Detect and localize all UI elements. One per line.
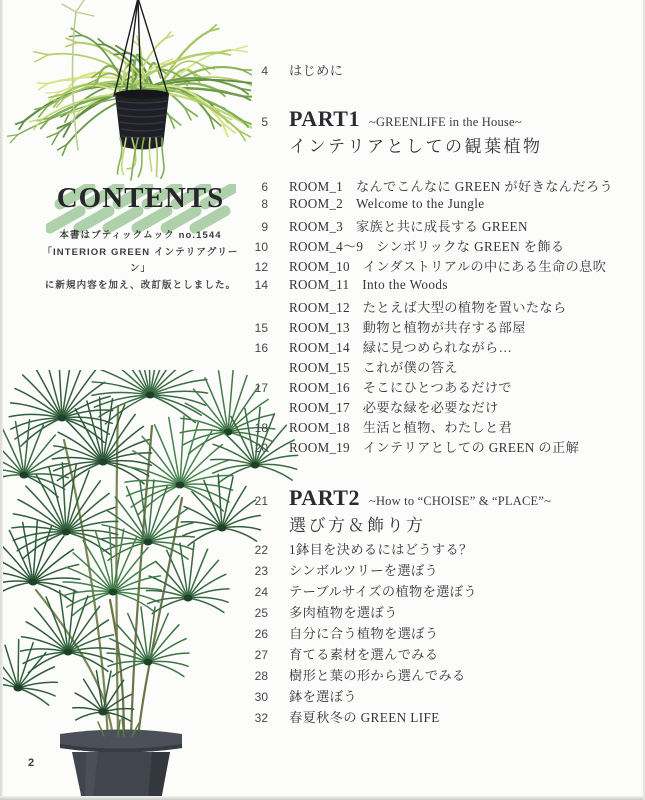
- section-title: シンボルツリーを選ぼう: [289, 563, 439, 579]
- room-title: たとえば大型の植物を置いたなら: [362, 299, 567, 315]
- room-code: ROOM_15: [289, 359, 350, 375]
- section-title: 春夏秋冬の GREEN LIFE: [289, 709, 440, 725]
- room-title: 動物と植物が共存する部屋: [362, 319, 526, 335]
- toc-page-number: 30: [254, 689, 268, 704]
- toc-page-number: 28: [254, 668, 268, 683]
- contents-header: [38, 182, 243, 294]
- toc-row: [236, 686, 636, 707]
- room-title: インダストリアルの中にある生命の息吹: [362, 259, 607, 275]
- toc-row: [236, 560, 636, 581]
- toc-page-number: 17: [254, 381, 268, 396]
- part2-heading: [236, 485, 636, 535]
- toc-page-number: 10: [254, 240, 268, 255]
- part1-subtitle-en: ~GREENLIFE in the House~: [368, 115, 522, 130]
- toc-page-number: 14: [254, 277, 268, 292]
- room-title: そこにひとつあるだけで: [362, 380, 512, 396]
- part1-title: PART1: [289, 106, 360, 132]
- room-title: Welcome to the Jungle: [355, 196, 485, 212]
- toc-page-number: 26: [254, 626, 268, 641]
- part1-subtitle-jp: インテリアとしての観葉植物: [289, 137, 543, 157]
- toc-row: [236, 216, 636, 236]
- toc-row: [236, 176, 636, 196]
- toc-page-number: 8: [261, 197, 268, 212]
- toc-row: [236, 196, 636, 216]
- toc-row: [236, 277, 636, 297]
- room-code: ROOM_19: [289, 440, 350, 456]
- toc-row: [236, 665, 636, 686]
- room-code: ROOM_4～9: [289, 239, 364, 255]
- page-edge-bottom: [0, 796, 645, 800]
- room-code: ROOM_16: [289, 380, 350, 396]
- room-code: ROOM_13: [289, 319, 350, 335]
- toc-page-number: 24: [254, 585, 268, 600]
- toc-page-number: 20: [254, 441, 268, 456]
- hanging-rhipsalis-plant-photo: [0, 0, 252, 186]
- toc-row: [236, 539, 636, 560]
- toc-intro-label: はじめに: [289, 63, 344, 78]
- room-code: ROOM_17: [289, 400, 350, 416]
- room-title: 家族と共に成長する GREEN: [355, 219, 528, 235]
- toc-intro-row: [236, 60, 636, 80]
- room-code: ROOM_14: [289, 339, 350, 355]
- toc-row: [236, 357, 636, 377]
- toc-row: [236, 337, 636, 357]
- room-title: 必要な緑を必要なだけ: [362, 400, 499, 416]
- toc-page-number: 22: [254, 543, 268, 558]
- room-code: ROOM_2: [289, 196, 343, 212]
- room-code: ROOM_1: [289, 179, 343, 195]
- section-title: 1鉢目を決めるにはどうする？: [289, 542, 473, 558]
- part1-heading: [236, 106, 636, 156]
- room-code: ROOM_12: [289, 299, 350, 315]
- section-title: 自分に合う植物を選ぼう: [289, 625, 439, 641]
- toc-page-number: 16: [254, 340, 268, 355]
- page-number: 2: [28, 757, 35, 769]
- toc-row: [236, 581, 636, 602]
- part2-title: PART2: [289, 485, 360, 511]
- toc-row: [236, 644, 636, 665]
- part2-item-list: [236, 539, 636, 727]
- page-edge-left: [0, 0, 3, 800]
- section-title: 育てる素材を選んでみる: [289, 646, 439, 662]
- part2-subtitle-en: ~How to “CHOISE” & “PLACE”~: [368, 494, 552, 509]
- section-title: 鉢を選ぼう: [289, 688, 357, 704]
- toc-row: [236, 417, 636, 437]
- contents-note-line: 「INTERIOR GREEN インテリアグリーン」: [42, 246, 239, 274]
- toc-row: [236, 317, 636, 337]
- toc-page-number: 4: [261, 64, 268, 78]
- toc-row: [236, 377, 636, 397]
- room-title: なんでこんなに GREEN が好きなんだろう: [355, 179, 614, 195]
- room-title: インテリアとしての GREEN の正解: [362, 440, 580, 456]
- toc-row: [236, 297, 636, 317]
- toc-page-number: 6: [261, 180, 268, 195]
- section-title: 多肉植物を選ぼう: [289, 605, 398, 621]
- room-code: ROOM_10: [289, 259, 350, 275]
- section-title: 樹形と葉の形から選んでみる: [289, 667, 466, 683]
- toc-page-number: 21: [254, 494, 268, 509]
- toc-row: [236, 236, 636, 256]
- part1-room-list: [236, 176, 636, 457]
- toc-page-number: 25: [254, 606, 268, 621]
- toc-page-number: 23: [254, 564, 268, 579]
- room-code: ROOM_18: [289, 420, 350, 436]
- toc-page-number: 18: [254, 421, 268, 436]
- part2-subtitle-jp: 選び方＆飾り方: [289, 516, 426, 536]
- contents-note-line: 本書はブティックムック no.1544: [59, 230, 222, 241]
- contents-note-line: に新規内容を加え、改訂版としました。: [44, 279, 237, 291]
- section-title: テーブルサイズの植物を選ぼう: [289, 584, 477, 600]
- room-title: Into the Woods: [362, 276, 448, 292]
- toc-page-number: 32: [254, 710, 268, 725]
- room-title: 生活と植物、わたしと君: [362, 420, 513, 436]
- toc-row: [236, 602, 636, 623]
- toc-row: [236, 397, 636, 417]
- toc-page-number: 15: [254, 320, 268, 335]
- contents-title: CONTENTS: [56, 182, 225, 214]
- room-title: シンボリックな GREEN を飾る: [376, 239, 565, 255]
- contents-note: [38, 228, 243, 294]
- toc-page-number: 12: [254, 260, 268, 275]
- room-code: ROOM_11: [289, 276, 350, 292]
- room-title: これが僕の答え: [362, 359, 458, 375]
- toc-page-number: 9: [261, 220, 268, 235]
- toc-page-number: 5: [261, 115, 268, 130]
- toc-row: [236, 623, 636, 644]
- table-of-contents: [236, 60, 636, 727]
- toc-row: [236, 437, 636, 457]
- toc-page-number: 27: [254, 647, 268, 662]
- room-title: 緑に見つめられながら…: [362, 339, 513, 355]
- toc-row: [236, 256, 636, 276]
- toc-row: [236, 707, 636, 728]
- room-code: ROOM_3: [289, 219, 343, 235]
